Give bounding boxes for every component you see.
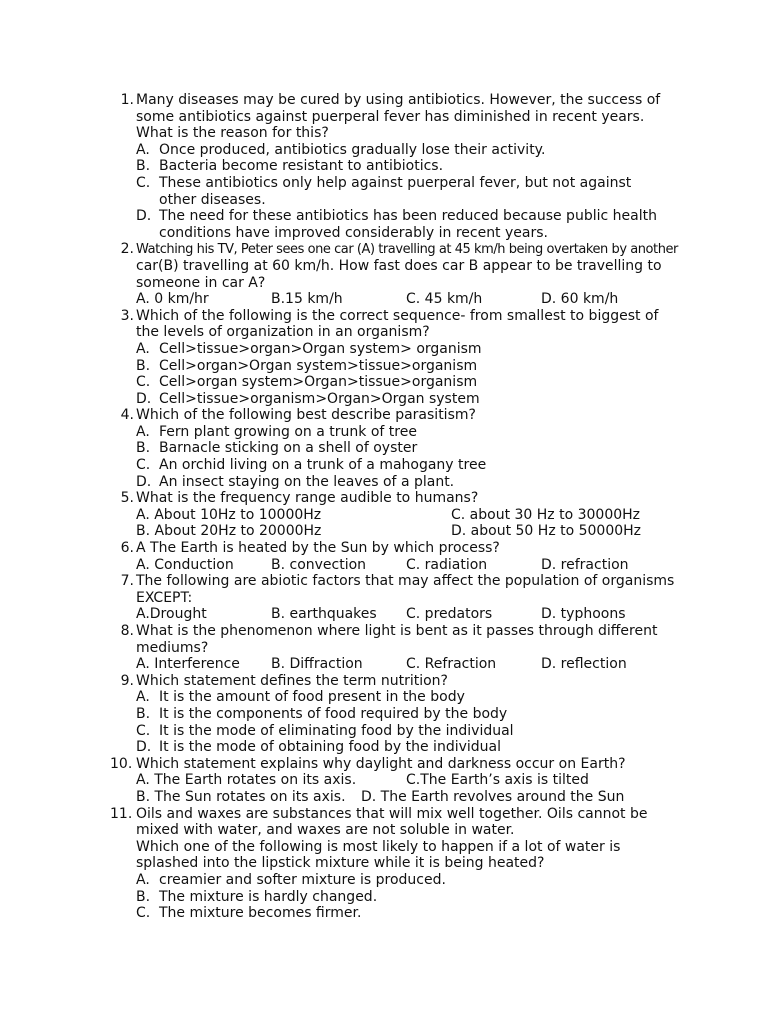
option-text: An orchid living on a trunk of a mahogany tree xyxy=(159,457,487,474)
option-letter: D. xyxy=(136,473,152,490)
question-text: mediums? xyxy=(136,639,209,656)
answer-option: A. Conduction xyxy=(136,556,234,573)
answer-row xyxy=(136,606,690,623)
question-text: What is the phenomenon where light is bent as it passes through different xyxy=(136,623,658,639)
answer-option xyxy=(136,739,690,756)
option-letter: A. xyxy=(136,141,150,158)
option-letter: A. xyxy=(136,423,150,440)
answer-row xyxy=(136,772,690,789)
answer-row xyxy=(136,789,690,806)
answer-option xyxy=(136,358,690,375)
answer-option xyxy=(136,723,690,740)
question-text: EXCEPT: xyxy=(136,589,193,606)
answer-option: D. typhoons xyxy=(541,606,626,623)
option-text: It is the components of food required by the body xyxy=(159,705,508,722)
answer-option: A. Interference xyxy=(136,656,240,673)
question-item xyxy=(110,623,690,673)
answer-option: A.Drought xyxy=(136,606,207,623)
answer-row xyxy=(136,523,690,540)
option-text: Bacteria become resistant to antibiotics. xyxy=(159,158,444,175)
answer-option: A. About 10Hz to 10000Hz xyxy=(136,506,322,523)
option-text: The need for these antibiotics has been reduced because public health xyxy=(159,208,657,225)
answer-option xyxy=(136,424,690,441)
answer-row xyxy=(136,656,690,673)
answer-option: C. radiation xyxy=(406,556,488,573)
question-text: What is the reason for this? xyxy=(136,125,329,142)
option-text: It is the mode of obtaining food by the individual xyxy=(159,739,501,756)
question-number: 3. xyxy=(120,307,134,324)
option-text: Cell>tissue>organism>Organ>Organ system xyxy=(159,390,480,407)
option-text: conditions have improved considerably in recent years. xyxy=(159,224,548,241)
option-letter: D. xyxy=(136,390,152,407)
question-list xyxy=(110,92,690,922)
question-item xyxy=(110,573,690,623)
answer-option xyxy=(136,889,690,906)
answer-row xyxy=(136,291,690,308)
question-number: 11. xyxy=(110,805,133,822)
option-letter: B. xyxy=(136,158,151,175)
question-text: Which of the following best describe parasitism? xyxy=(136,407,476,424)
question-number: 8. xyxy=(120,623,134,639)
option-text: other diseases. xyxy=(159,191,266,208)
question-item xyxy=(110,673,690,756)
answer-option xyxy=(136,706,690,723)
option-letter: A. xyxy=(136,871,150,888)
answer-option xyxy=(136,440,690,457)
question-number: 9. xyxy=(120,672,134,689)
answer-option: D. 60 km/h xyxy=(541,291,619,308)
answer-option xyxy=(136,208,690,241)
option-letter: B. xyxy=(136,357,151,374)
question-text: the levels of organization in an organism? xyxy=(136,324,430,341)
question-item xyxy=(110,540,690,573)
option-text: It is the amount of food present in the body xyxy=(159,689,465,706)
answer-option xyxy=(136,341,690,358)
answer-option: D. about 50 Hz to 50000Hz xyxy=(451,523,642,540)
answer-option: B. convection xyxy=(271,556,367,573)
question-text: someone in car A? xyxy=(136,274,266,291)
question-item xyxy=(110,308,690,408)
answer-row xyxy=(136,507,690,524)
answer-option: C. about 30 Hz to 30000Hz xyxy=(451,506,641,523)
answer-option: D. reflection xyxy=(541,656,627,673)
answer-option: B. earthquakes xyxy=(271,606,377,623)
question-text: A The Earth is heated by the Sun by which process? xyxy=(136,540,500,557)
answer-option: C.The Earth’s axis is tilted xyxy=(406,772,589,789)
answer-option xyxy=(136,457,690,474)
answer-option: D. refraction xyxy=(541,556,629,573)
option-letter: B. xyxy=(136,888,151,905)
question-text: Many diseases may be cured by using antibiotics. However, the success of xyxy=(136,92,661,108)
answer-option xyxy=(136,175,690,208)
option-letter: C. xyxy=(136,457,151,474)
question-item xyxy=(110,92,690,241)
question-item xyxy=(110,241,690,307)
answer-option: C. 45 km/h xyxy=(406,291,483,308)
question-text xyxy=(136,241,690,258)
option-text: creamier and softer mixture is produced. xyxy=(159,871,446,888)
question-text: some antibiotics against puerperal fever has diminished in recent years. xyxy=(136,108,645,125)
option-letter: A. xyxy=(136,689,150,706)
option-text: Cell>organ system>Organ>tissue>organism xyxy=(159,374,478,391)
answer-option xyxy=(136,474,690,491)
option-text: It is the mode of eliminating food by the individual xyxy=(159,722,514,739)
question-item xyxy=(110,756,690,806)
question-text: What is the frequency range audible to humans? xyxy=(136,490,479,507)
question-number: 10. xyxy=(110,755,133,772)
question-text: Which of the following is the correct sequence- from smallest to biggest of xyxy=(136,307,659,324)
question-item xyxy=(110,490,690,540)
question-number: 7. xyxy=(120,573,134,590)
answer-row xyxy=(136,557,690,574)
answer-option: A. 0 km/hr xyxy=(136,291,209,308)
question-text: car(B) travelling at 60 km/h. How fast does car B appear to be travelling to xyxy=(136,257,662,274)
answer-option xyxy=(136,142,690,159)
option-letter: B. xyxy=(136,440,151,457)
option-text: Barnacle sticking on a shell of oyster xyxy=(159,440,418,457)
option-text: The mixture is hardly changed. xyxy=(159,888,378,905)
option-text: Once produced, antibiotics gradually lose their activity. xyxy=(159,141,546,158)
answer-option: A. The Earth rotates on its axis. xyxy=(136,772,357,789)
option-letter: B. xyxy=(136,705,151,722)
option-text: The mixture becomes firmer. xyxy=(159,905,362,922)
answer-option: B. About 20Hz to 20000Hz xyxy=(136,523,322,540)
question-text: The following are abiotic factors that may affect the population of organisms xyxy=(136,573,675,590)
answer-option: C. Refraction xyxy=(406,656,497,673)
question-text: Oils and waxes are substances that will mix well together. Oils cannot be xyxy=(136,805,648,822)
option-text: An insect staying on the leaves of a plant. xyxy=(159,473,455,490)
option-text: Cell>tissue>organ>Organ system> organism xyxy=(159,340,482,357)
question-item xyxy=(110,806,690,922)
option-text: These antibiotics only help against puerperal fever, but not against xyxy=(159,174,632,191)
option-letter: C. xyxy=(136,905,151,922)
option-text: Cell>organ>Organ system>tissue>organism xyxy=(159,357,478,374)
question-number: 5. xyxy=(120,490,134,507)
option-letter: D. xyxy=(136,208,152,225)
answer-option: B. Diffraction xyxy=(271,656,363,673)
answer-option xyxy=(136,374,690,391)
option-letter: D. xyxy=(136,739,152,756)
question-item xyxy=(110,407,690,490)
answer-option: D. The Earth revolves around the Sun xyxy=(361,788,625,805)
option-letter: A. xyxy=(136,340,150,357)
answer-option: B.15 km/h xyxy=(271,291,343,308)
option-text: Fern plant growing on a trunk of tree xyxy=(159,423,417,440)
question-number: 2. xyxy=(120,241,134,258)
answer-option: B. The Sun rotates on its axis. xyxy=(136,788,346,805)
option-letter: C. xyxy=(136,722,151,739)
answer-option: C. predators xyxy=(406,606,493,623)
answer-option xyxy=(136,158,690,175)
answer-option xyxy=(136,905,690,922)
answer-option xyxy=(136,391,690,408)
question-text-condensed: Watching his TV, Peter sees one car (A) travelling at 45 km/h being overtaken by another xyxy=(136,242,678,258)
question-number: 1. xyxy=(120,92,134,108)
question-text: Which one of the following is most likely to happen if a lot of water is xyxy=(136,838,621,855)
question-text: splashed into the lipstick mixture while it is being heated? xyxy=(136,855,545,872)
question-text: mixed with water, and waxes are not soluble in water. xyxy=(136,822,515,839)
question-number: 4. xyxy=(120,407,134,424)
question-text: Which statement defines the term nutrition? xyxy=(136,672,448,689)
question-text: Which statement explains why daylight and darkness occur on Earth? xyxy=(136,755,626,772)
answer-option xyxy=(136,689,690,706)
question-number: 6. xyxy=(120,540,134,557)
option-letter: C. xyxy=(136,174,151,191)
answer-option xyxy=(136,872,690,889)
option-letter: C. xyxy=(136,374,151,391)
